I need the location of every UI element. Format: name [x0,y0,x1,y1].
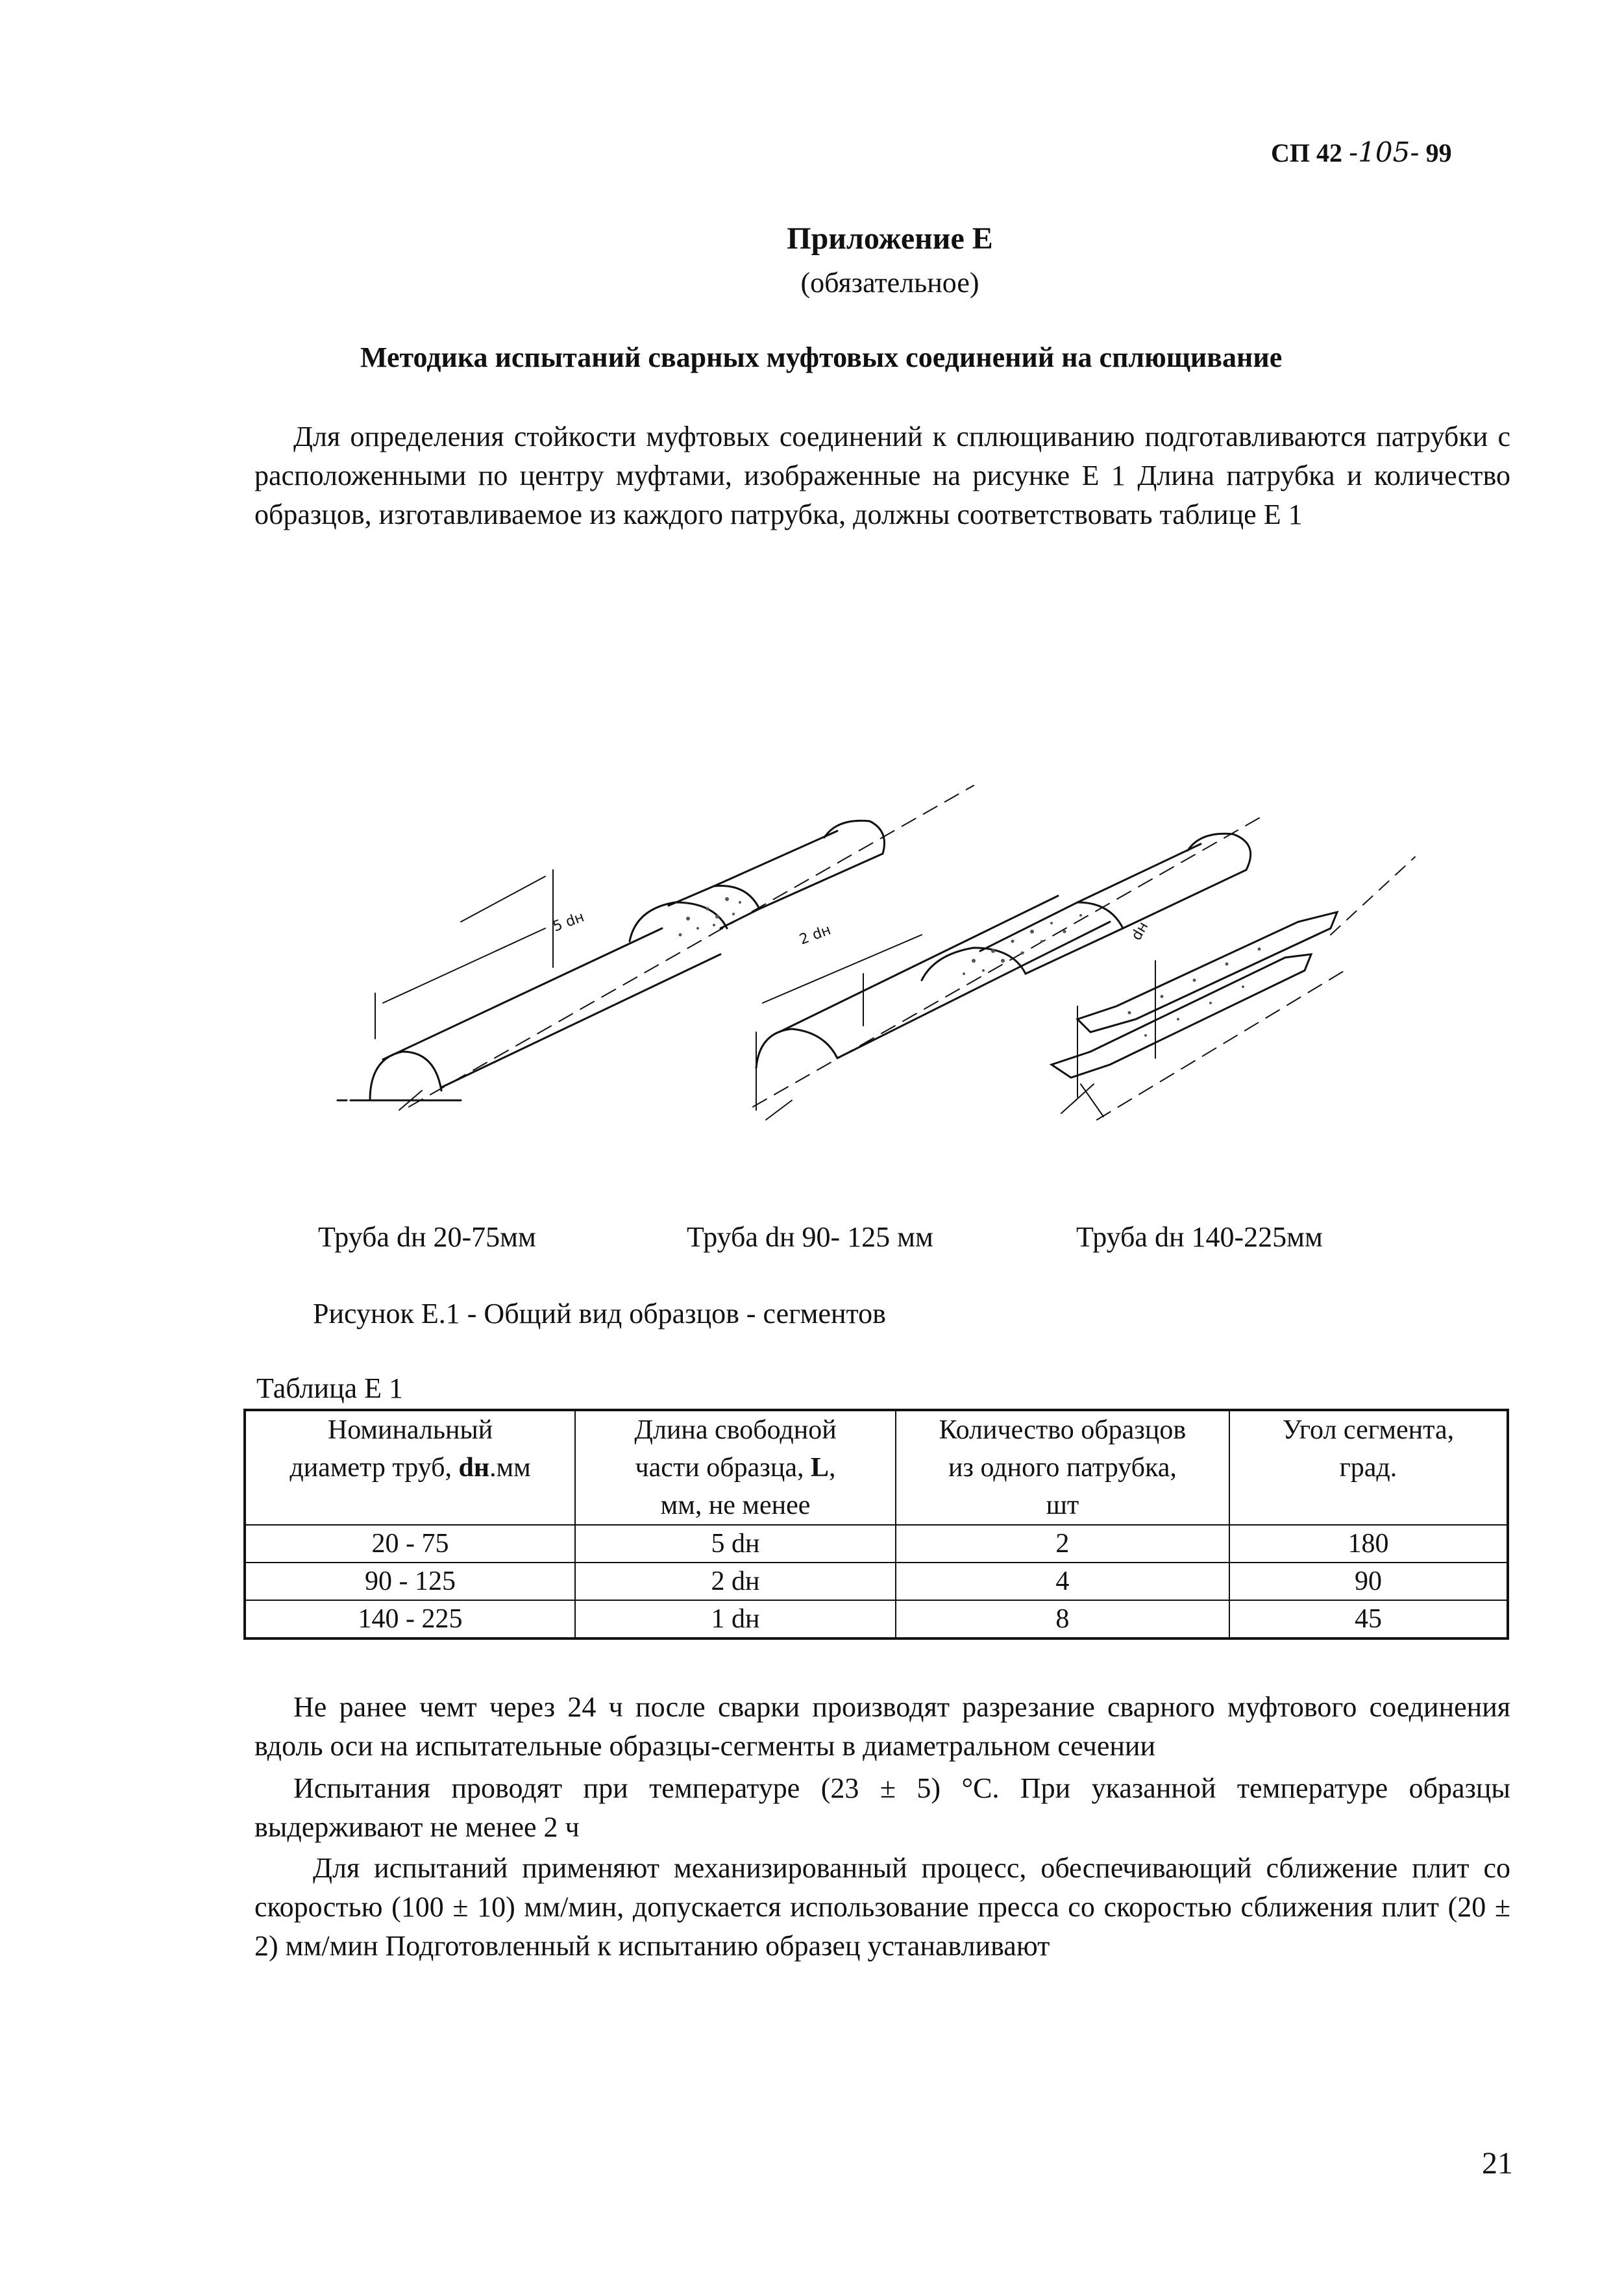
table-header-row [245,1410,1508,1525]
figure-label-90-125: Труба dн 90- 125 мм [687,1221,933,1253]
cutting-paragraph: Не ранее чемт через 24 ч после сварки производят разрезание сварного муфтового соединения вдоль оси на испытательные образцы-сегменты в диаметральном сечении [254,1691,1510,1762]
header-free-length: Длина свободной части образца, L, мм, не менее [575,1410,896,1525]
method-title: Методика испытаний сварных муфтовых соединений на сплющивание [360,341,1283,373]
appendix-title: Приложение Е [787,221,993,256]
header-nominal-diameter: Номинальный диаметр труб, dн.мм [245,1410,575,1525]
document-code [1271,136,1452,168]
table-cell: 90 [1229,1563,1508,1600]
specimen-20-75-drawing [338,785,974,1110]
appendix-subtitle: (обязательное) [800,267,979,299]
table-cell: 140 - 225 [245,1600,575,1638]
specimen-140-225-drawing [1052,857,1415,1120]
dim-label-5dn: 5 dн [550,909,587,935]
table-cell: 1 dн [575,1600,896,1638]
specimen-table [243,1409,1509,1640]
table-label: Таблица Е 1 [256,1372,404,1404]
table-cell: 2 [896,1525,1229,1563]
temperature-paragraph: Испытания проводят при температуре (23 ± 5) °С. При указанной температуре образцы выдерживают не менее 2 ч [254,1772,1510,1843]
table-cell: 20 - 75 [245,1525,575,1563]
doc-code-prefix: СП 42 [1271,138,1342,167]
table-row [245,1525,1508,1563]
header-segment-angle: Угол сегмента, град. [1229,1410,1508,1525]
doc-code-handwritten: -105- [1349,136,1420,168]
specimen-90-125-drawing [753,818,1259,1120]
table-cell: 180 [1229,1525,1508,1563]
figure-label-20-75: Труба dн 20-75мм [318,1221,536,1253]
table-cell: 2 dн [575,1563,896,1600]
table-cell: 4 [896,1563,1229,1600]
table-cell: 8 [896,1600,1229,1638]
dim-label-dn: dн [1128,919,1152,943]
figure-caption: Рисунок Е.1 - Общий вид образцов - сегментов [313,1298,886,1329]
table-cell: 45 [1229,1600,1508,1638]
table-cell: 90 - 125 [245,1563,575,1600]
header-specimen-count: Количество образцов из одного патрубка, шт [896,1410,1229,1525]
press-paragraph: Для испытаний применяют механизированный процесс, обеспечивающий сближение плит со скоростью (100 ± 10) мм/мин, допускается использование пресса со скоростью сближения плит (20 ± 2) мм/мин Подготовленный к испытанию образец устанавливают [254,1852,1510,1962]
table-cell: 5 dн [575,1525,896,1563]
dim-label-2dn: 2 dн [797,922,833,948]
intro-paragraph: Для определения стойкости муфтовых соединений к сплющиванию подготавливаются патрубки с расположенными по центру муфтами, изображенные на рисунке Е 1 Длина патрубка и количество образцов, изготавливаемое из каждого патрубка, должны соответствовать таблице Е 1 [254,421,1510,530]
figure-e1-drawing [325,747,1460,1130]
table-row [245,1563,1508,1600]
figure-label-140-225: Труба dн 140-225мм [1076,1221,1323,1253]
page-number: 21 [1482,2146,1513,2181]
doc-code-suffix: 99 [1425,138,1452,167]
table-row [245,1600,1508,1638]
